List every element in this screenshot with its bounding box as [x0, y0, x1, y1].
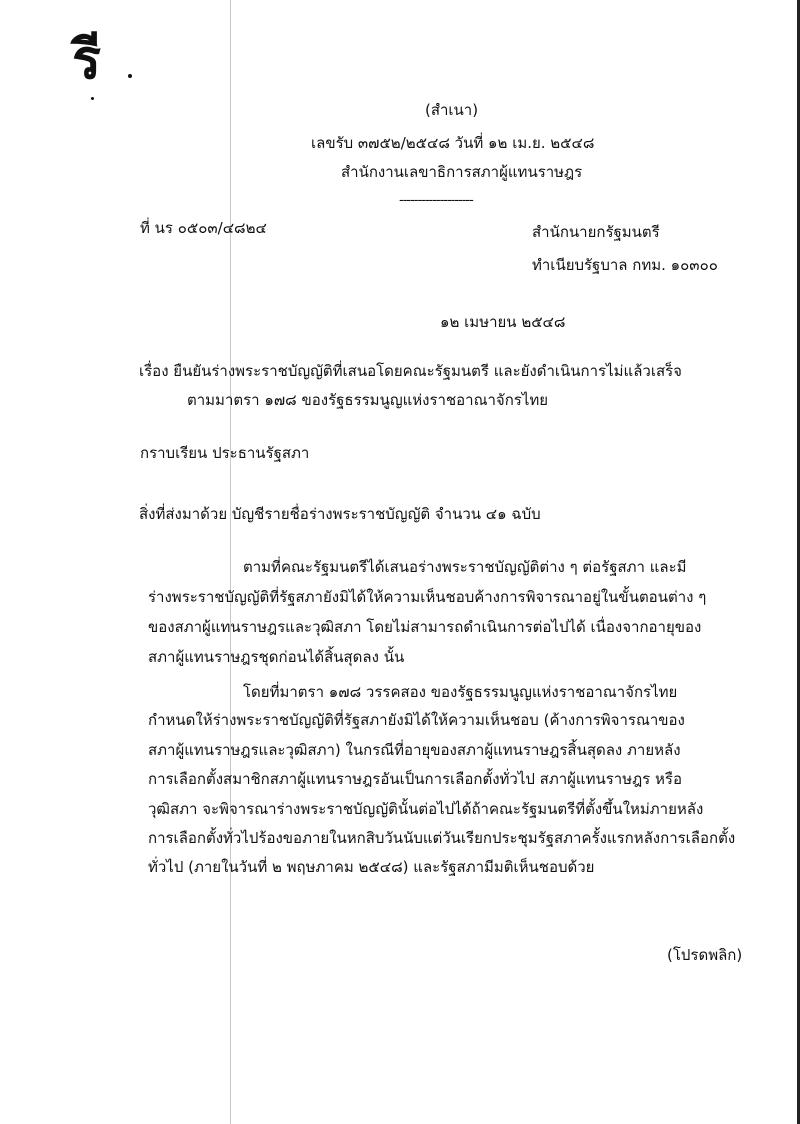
paragraph-2-line: โดยที่มาตรา ๑๗๘ วรรคสอง ของรัฐธรรมนูญแห่งราชอาณาจักรไทย [243, 683, 678, 701]
ink-dot [128, 74, 132, 78]
paragraph-2-line: วุฒิสภา จะพิจารณาร่างพระราชบัญญัตินั้นต่อไปได้ถ้าคณะรัฐมนตรีที่ตั้งขึ้นใหม่ภายหลัง [148, 800, 704, 818]
paragraph-2-line: กำหนดให้ร่างพระราชบัญญัติที่รัฐสภายังมิได้ให้ความเห็นชอบ (ค้างการพิจารณาของ [148, 711, 685, 729]
handwritten-mark: รี [72, 28, 102, 91]
reference-number: ที่ นร ๐๕๐๓/๔๘๒๔ [140, 219, 267, 237]
ink-dot [91, 97, 94, 100]
receiving-office: สำนักงานเลขาธิการสภาผู้แทนราษฎร [341, 163, 583, 181]
paragraph-1-line: ร่างพระราชบัญญัติที่รัฐสภายังมิได้ให้ความเห็นชอบค้างการพิจารณาอยู่ในขั้นตอนต่าง ๆ [148, 588, 707, 606]
salutation: กราบเรียน ประธานรัฐสภา [140, 444, 310, 462]
letter-date: ๑๒ เมษายน ๒๕๔๘ [440, 313, 566, 331]
paragraph-2-line: สภาผู้แทนราษฎรและวุฒิสภา) ในกรณีที่อายุของสภาผู้แทนราษฎรสิ้นสุดลง ภายหลัง [148, 741, 681, 759]
scan-fold-line [230, 0, 231, 1124]
copy-label: (สำเนา) [425, 101, 479, 119]
paragraph-1-line: ตามที่คณะรัฐมนตรีได้เสนอร่างพระราชบัญญัติต่าง ๆ ต่อรัฐสภา และมี [243, 558, 687, 576]
sender-office: สำนักนายกรัฐมนตรี [532, 223, 660, 241]
continued-note: (โปรดพลิก) [667, 946, 743, 964]
header-divider: -------------------- [399, 193, 473, 208]
subject-line-1: เรื่อง ยืนยันร่างพระราชบัญญัติที่เสนอโดยคณะรัฐมนตรี และยังดำเนินการไม่แล้วเสร็จ [139, 362, 682, 380]
receipt-line: เลขรับ ๓๗๕๒/๒๕๔๘ วันที่ ๑๒ เม.ย. ๒๕๔๘ [311, 134, 595, 152]
sender-address: ทำเนียบรัฐบาล กทม. ๑๐๓๐๐ [532, 256, 718, 274]
paragraph-1-line: ของสภาผู้แทนราษฎรและวุฒิสภา โดยไม่สามารถดำเนินการต่อไปได้ เนื่องจากอายุของ [148, 618, 702, 636]
paragraph-2-line: การเลือกตั้งทั่วไปร้องขอภายในหกสิบวันนับแต่วันเรียกประชุมรัฐสภาครั้งแรกหลังการเลือกตั้ง [148, 829, 736, 847]
subject-line-2: ตามมาตรา ๑๗๘ ของรัฐธรรมนูญแห่งราชอาณาจักรไทย [187, 391, 549, 409]
paragraph-2-line: ทั่วไป (ภายในวันที่ ๒ พฤษภาคม ๒๕๔๘) และรัฐสภามีมติเห็นชอบด้วย [148, 858, 595, 876]
paragraph-2-line: การเลือกตั้งสมาชิกสภาผู้แทนราษฎรอันเป็นการเลือกตั้งทั่วไป สภาผู้แทนราษฎร หรือ [148, 770, 682, 788]
enclosure: สิ่งที่ส่งมาด้วย บัญชีรายชื่อร่างพระราชบัญญัติ จำนวน ๔๑ ฉบับ [139, 505, 541, 523]
paragraph-1-line: สภาผู้แทนราษฎรชุดก่อนได้สิ้นสุดลง นั้น [148, 648, 405, 666]
